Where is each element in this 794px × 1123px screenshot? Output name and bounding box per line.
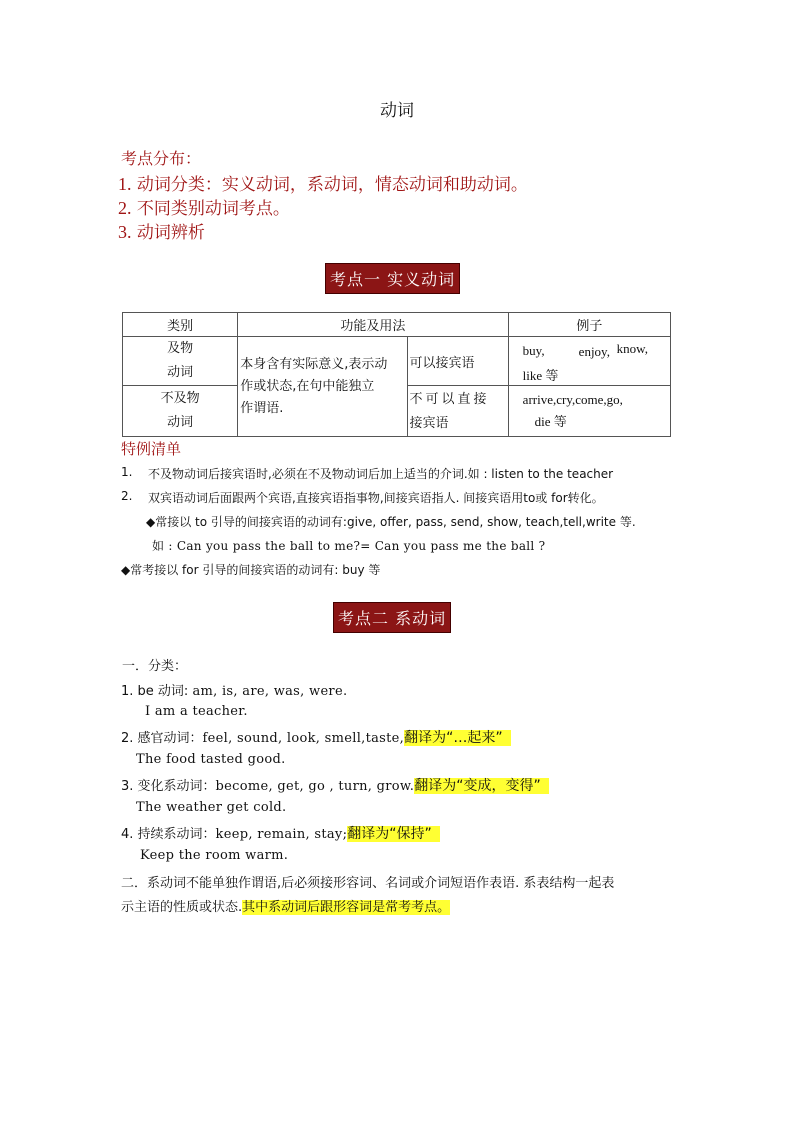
special-item-1-number: 1. — [121, 465, 133, 479]
example-word: like 等 — [522, 368, 559, 383]
usage-line: 不可以直接 — [409, 392, 490, 407]
category-line: 不及物 — [160, 391, 200, 406]
usage-line: 作或状态,在句中能独立 — [240, 378, 375, 394]
bullet-for-verbs: ◆常考接以 for 引导的间接宾语的动词有: buy 等 — [121, 563, 381, 577]
example-line: die 等 — [534, 414, 567, 429]
page-title: 动词 — [380, 101, 414, 121]
linking-part2-line2 — [121, 896, 450, 915]
usage-line: 本身含有实际意义,表示动 — [240, 356, 388, 372]
outline-item-1 — [118, 170, 528, 195]
outline-item-text: 动词辨析 — [131, 223, 205, 243]
category-line: 及物 — [167, 341, 194, 356]
special-item-2-text: 双宾语动词后面跟两个宾语,直接宾语指事物,间接宾语指人. 间接宾语用to或 for转化。 — [148, 491, 604, 505]
outline-heading: 考点分布： — [121, 149, 202, 168]
usage-line: 接宾语 — [409, 416, 449, 431]
cell-usage-intransitive — [407, 386, 508, 437]
linking-example-2: The food tasted good. — [136, 752, 286, 767]
cell-examples-intransitive — [508, 386, 670, 437]
special-cases-heading: 特例清单 — [121, 440, 182, 458]
linking-item-label: 3. 变化系动词： — [121, 779, 216, 794]
example-word: know, — [616, 341, 648, 356]
cell-examples-transitive — [508, 337, 670, 386]
outline-item-text: 不同类别动词考点。 — [131, 199, 290, 219]
linking-item-label: 4. 持续系动词： — [121, 827, 216, 842]
classification-heading: 一．分类： — [122, 659, 188, 674]
outline-item-text: 动词分类：实义动词，系动词，情态动词和助动词。 — [131, 175, 528, 195]
linking-item-3 — [121, 775, 549, 795]
linking-part2-highlight: 其中系动词后跟形容词是常考考点。 — [242, 900, 451, 915]
outline-item-number: 2. — [118, 198, 132, 218]
cell-category-transitive — [123, 337, 238, 386]
linking-item-translation-note: 翻译为“变成，变得” — [414, 778, 549, 794]
category-line: 动词 — [167, 365, 194, 380]
linking-item-label: 2. 感官动词： — [121, 731, 203, 746]
special-item-2-number: 2. — [121, 489, 133, 503]
section-title-linking-verbs: 考点二 系动词 — [333, 602, 451, 633]
linking-item-words: become, get, go , turn, grow. — [215, 779, 415, 794]
example-sentence: 如 : Can you pass the ball to me?= Can you pass me the ball ? — [152, 539, 546, 553]
linking-part2-text: 示主语的性质或状态. — [121, 900, 243, 915]
example-line: arrive,cry,come,go, — [522, 392, 623, 407]
linking-example-1: I am a teacher. — [145, 704, 248, 719]
linking-item-1 — [121, 680, 347, 699]
linking-item-translation-note: 翻译为“…起来” — [404, 730, 511, 746]
example-word: enjoy, — [578, 344, 610, 359]
bullet-to-verbs: ◆常接以 to 引导的间接宾语的动词有:give, offer, pass, send, show, teach,tell,write 等. — [146, 515, 636, 529]
example-word: buy, — [522, 343, 545, 358]
linking-item-translation-note: 翻译为“保持” — [347, 826, 440, 842]
usage-line: 作谓语. — [240, 400, 284, 416]
linking-item-label: 1. be 动词: — [121, 684, 193, 699]
cell-shared-usage — [238, 337, 407, 437]
outline-item-3 — [118, 218, 205, 243]
special-item-1-text: 不及物动词后接宾语时,必须在不及物动词后加上适当的介词.如 : listen to the teacher — [148, 467, 614, 481]
outline-item-number: 1. — [118, 174, 132, 194]
cell-category-intransitive — [123, 386, 238, 437]
section-title-action-verbs: 考点一 实义动词 — [325, 263, 460, 294]
verb-type-table — [122, 312, 671, 437]
linking-example-3: The weather get cold. — [136, 800, 287, 815]
linking-part2-line1: 二．系动词不能单独作谓语,后必须接形容词、名词或介词短语作表语. 系表结构一起表 — [121, 876, 615, 891]
header-cell-usage: 功能及用法 — [238, 313, 508, 337]
linking-item-words: feel, sound, look, smell,taste, — [202, 731, 405, 746]
linking-item-2 — [121, 727, 511, 747]
category-line: 动词 — [167, 415, 194, 430]
linking-item-words: am, is, are, was, were. — [192, 684, 348, 699]
cell-usage-transitive: 可以接宾语 — [407, 337, 508, 386]
header-cell-examples: 例子 — [508, 313, 670, 337]
header-cell-category: 类别 — [123, 313, 238, 337]
outline-item-2 — [118, 194, 290, 219]
table-header-row — [123, 313, 671, 337]
outline-item-number: 3. — [118, 222, 132, 242]
linking-item-words: keep, remain, stay; — [215, 827, 348, 842]
linking-example-4: Keep the room warm. — [140, 848, 289, 863]
linking-item-4 — [121, 823, 440, 843]
table-row-transitive — [123, 337, 671, 386]
